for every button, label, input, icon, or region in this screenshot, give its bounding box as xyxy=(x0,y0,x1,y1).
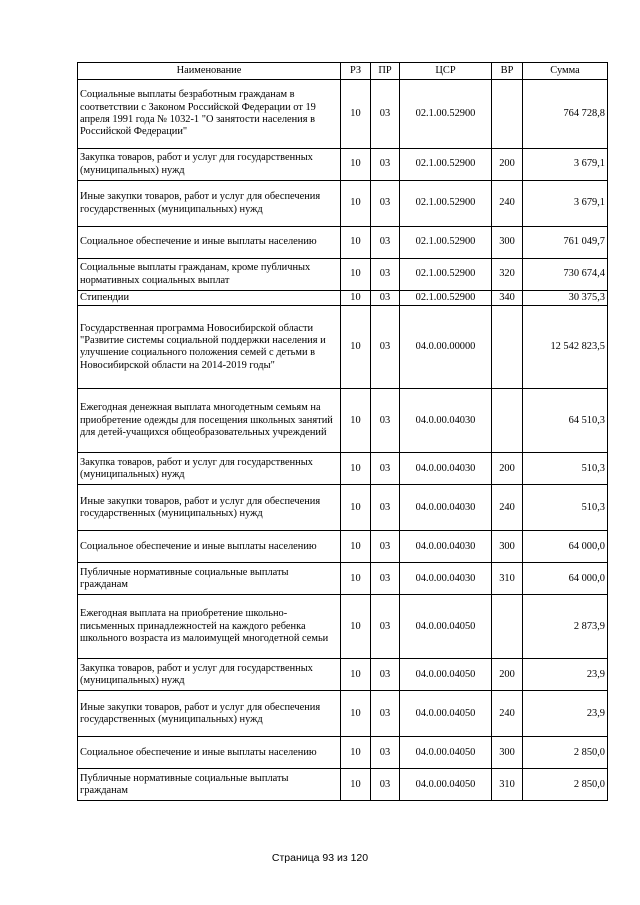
cell-csr: 02.1.00.52900 xyxy=(400,259,492,291)
cell-name: Иные закупки товаров, работ и услуг для обеспечения государственных (муниципальных) нужд xyxy=(78,485,341,531)
cell-pr: 03 xyxy=(371,306,400,389)
cell-vr: 300 xyxy=(492,227,523,259)
cell-csr: 04.0.00.04050 xyxy=(400,737,492,769)
cell-pr: 03 xyxy=(371,595,400,659)
cell-csr: 04.0.00.04030 xyxy=(400,563,492,595)
cell-rz: 10 xyxy=(341,259,371,291)
cell-pr: 03 xyxy=(371,389,400,453)
cell-pr: 03 xyxy=(371,737,400,769)
cell-name: Закупка товаров, работ и услуг для государственных (муниципальных) нужд xyxy=(78,453,341,485)
cell-vr: 240 xyxy=(492,485,523,531)
table-row xyxy=(78,531,608,563)
cell-sum: 761 049,7 xyxy=(523,227,608,259)
cell-name: Иные закупки товаров, работ и услуг для обеспечения государственных (муниципальных) нужд xyxy=(78,181,341,227)
cell-vr xyxy=(492,389,523,453)
cell-vr: 200 xyxy=(492,453,523,485)
cell-rz: 10 xyxy=(341,595,371,659)
cell-pr: 03 xyxy=(371,80,400,149)
table-row xyxy=(78,80,608,149)
cell-vr: 240 xyxy=(492,181,523,227)
cell-pr: 03 xyxy=(371,691,400,737)
cell-pr: 03 xyxy=(371,531,400,563)
cell-sum: 730 674,4 xyxy=(523,259,608,291)
cell-rz: 10 xyxy=(341,531,371,563)
table-row xyxy=(78,737,608,769)
cell-name: Социальные выплаты гражданам, кроме публичных нормативных социальных выплат xyxy=(78,259,341,291)
cell-pr: 03 xyxy=(371,659,400,691)
cell-vr: 310 xyxy=(492,563,523,595)
cell-sum: 2 850,0 xyxy=(523,737,608,769)
cell-rz: 10 xyxy=(341,769,371,801)
cell-sum: 3 679,1 xyxy=(523,181,608,227)
cell-name: Ежегодная выплата на приобретение школьно-письменных принадлежностей на каждого ребенка школьного возраста из малоимущей многодетной семьи xyxy=(78,595,341,659)
cell-rz: 10 xyxy=(341,659,371,691)
cell-name: Закупка товаров, работ и услуг для государственных (муниципальных) нужд xyxy=(78,149,341,181)
cell-pr: 03 xyxy=(371,769,400,801)
cell-csr: 04.0.00.00000 xyxy=(400,306,492,389)
cell-rz: 10 xyxy=(341,306,371,389)
cell-sum: 2 850,0 xyxy=(523,769,608,801)
cell-sum: 23,9 xyxy=(523,691,608,737)
cell-pr: 03 xyxy=(371,563,400,595)
cell-sum: 64 000,0 xyxy=(523,563,608,595)
cell-vr xyxy=(492,595,523,659)
cell-vr: 300 xyxy=(492,531,523,563)
cell-csr: 02.1.00.52900 xyxy=(400,181,492,227)
cell-sum: 510,3 xyxy=(523,485,608,531)
cell-name: Социальное обеспечение и иные выплаты населению xyxy=(78,227,341,259)
cell-csr: 02.1.00.52900 xyxy=(400,291,492,306)
cell-vr: 320 xyxy=(492,259,523,291)
cell-csr: 04.0.00.04030 xyxy=(400,389,492,453)
cell-pr: 03 xyxy=(371,227,400,259)
table-row xyxy=(78,259,608,291)
cell-sum: 12 542 823,5 xyxy=(523,306,608,389)
cell-csr: 04.0.00.04050 xyxy=(400,595,492,659)
budget-table xyxy=(77,62,608,801)
cell-sum: 510,3 xyxy=(523,453,608,485)
cell-csr: 04.0.00.04030 xyxy=(400,485,492,531)
cell-rz: 10 xyxy=(341,227,371,259)
cell-name: Государственная программа Новосибирской области "Развитие системы социальной поддержки населения и улучшение социального положения семей с детьми в Новосибирской области на 2014-2019 годы" xyxy=(78,306,341,389)
cell-csr: 02.1.00.52900 xyxy=(400,80,492,149)
cell-sum: 30 375,3 xyxy=(523,291,608,306)
table-row xyxy=(78,291,608,306)
page-number: Страница 93 из 120 xyxy=(271,852,369,864)
cell-rz: 10 xyxy=(341,563,371,595)
cell-name: Социальные выплаты безработным гражданам в соответствии с Законом Российской Федерации от 19 апреля 1991 года № 1032-1 "О занятости населения в Российской Федерации" xyxy=(78,80,341,149)
cell-name: Ежегодная денежная выплата многодетным семьям на приобретение одежды для посещения школьных занятий для детей-учащихся общеобразовательных учреждений xyxy=(78,389,341,453)
cell-pr: 03 xyxy=(371,291,400,306)
table-row xyxy=(78,691,608,737)
cell-rz: 10 xyxy=(341,389,371,453)
table-row xyxy=(78,181,608,227)
cell-csr: 04.0.00.04030 xyxy=(400,453,492,485)
cell-sum: 3 679,1 xyxy=(523,149,608,181)
cell-csr: 04.0.00.04050 xyxy=(400,659,492,691)
cell-vr: 200 xyxy=(492,659,523,691)
cell-csr: 04.0.00.04050 xyxy=(400,769,492,801)
table-row xyxy=(78,149,608,181)
cell-vr: 340 xyxy=(492,291,523,306)
table-row xyxy=(78,389,608,453)
cell-rz: 10 xyxy=(341,80,371,149)
cell-name: Иные закупки товаров, работ и услуг для обеспечения государственных (муниципальных) нужд xyxy=(78,691,341,737)
cell-pr: 03 xyxy=(371,453,400,485)
cell-name: Стипендии xyxy=(78,291,341,306)
cell-pr: 03 xyxy=(371,181,400,227)
cell-pr: 03 xyxy=(371,149,400,181)
cell-vr xyxy=(492,80,523,149)
cell-name: Социальное обеспечение и иные выплаты населению xyxy=(78,737,341,769)
cell-rz: 10 xyxy=(341,149,371,181)
cell-sum: 64 510,3 xyxy=(523,389,608,453)
cell-sum: 764 728,8 xyxy=(523,80,608,149)
header-csr: ЦСР xyxy=(400,63,492,80)
cell-name: Социальное обеспечение и иные выплаты населению xyxy=(78,531,341,563)
cell-rz: 10 xyxy=(341,181,371,227)
header-name: Наименование xyxy=(78,63,341,80)
cell-vr xyxy=(492,306,523,389)
cell-name: Публичные нормативные социальные выплаты гражданам xyxy=(78,769,341,801)
cell-vr: 240 xyxy=(492,691,523,737)
cell-csr: 04.0.00.04030 xyxy=(400,531,492,563)
header-rz: РЗ xyxy=(341,63,371,80)
header-pr: ПР xyxy=(371,63,400,80)
cell-rz: 10 xyxy=(341,485,371,531)
table-row xyxy=(78,595,608,659)
cell-vr: 310 xyxy=(492,769,523,801)
cell-rz: 10 xyxy=(341,737,371,769)
cell-rz: 10 xyxy=(341,291,371,306)
cell-pr: 03 xyxy=(371,485,400,531)
cell-rz: 10 xyxy=(341,453,371,485)
table-row xyxy=(78,306,608,389)
cell-rz: 10 xyxy=(341,691,371,737)
cell-sum: 64 000,0 xyxy=(523,531,608,563)
table-row xyxy=(78,227,608,259)
table-row xyxy=(78,659,608,691)
cell-vr: 200 xyxy=(492,149,523,181)
header-vr: ВР xyxy=(492,63,523,80)
table-header-row xyxy=(78,63,608,80)
table-row xyxy=(78,769,608,801)
table-row xyxy=(78,453,608,485)
cell-pr: 03 xyxy=(371,259,400,291)
cell-csr: 02.1.00.52900 xyxy=(400,227,492,259)
table-body xyxy=(78,80,608,801)
cell-sum: 2 873,9 xyxy=(523,595,608,659)
cell-sum: 23,9 xyxy=(523,659,608,691)
cell-name: Закупка товаров, работ и услуг для государственных (муниципальных) нужд xyxy=(78,659,341,691)
table-row xyxy=(78,485,608,531)
cell-csr: 04.0.00.04050 xyxy=(400,691,492,737)
table-row xyxy=(78,563,608,595)
cell-name: Публичные нормативные социальные выплаты гражданам xyxy=(78,563,341,595)
cell-csr: 02.1.00.52900 xyxy=(400,149,492,181)
cell-vr: 300 xyxy=(492,737,523,769)
header-sum: Сумма xyxy=(523,63,608,80)
